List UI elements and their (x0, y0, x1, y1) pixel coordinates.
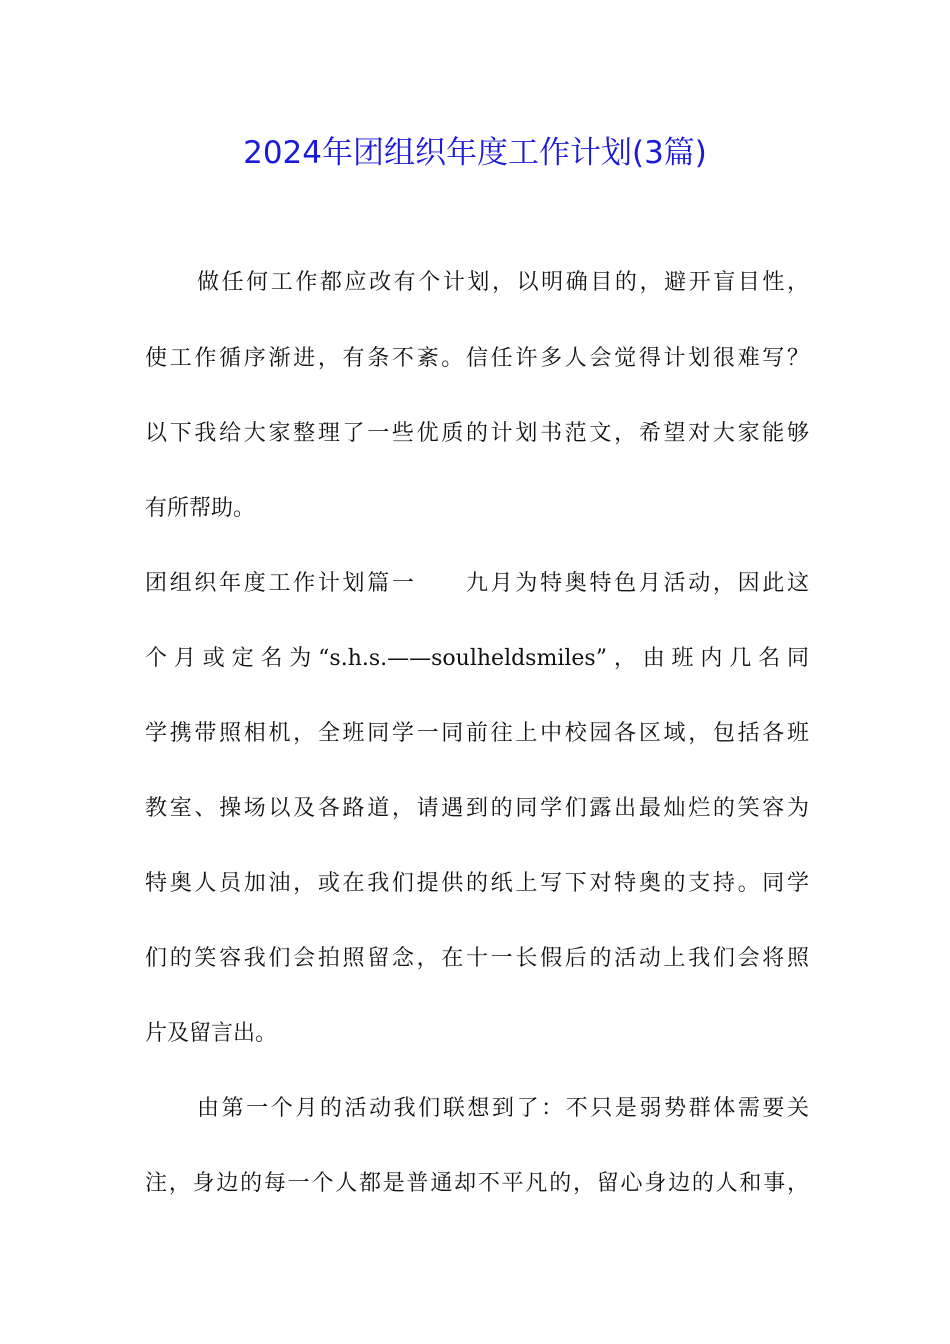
text-line-12: 由第一个月的活动我们联想到了：不只是弱势群体需要关 (197, 1096, 809, 1121)
text-line-5: 团组织年度工作计划篇一 九月为特奥特色月活动，因此这 (145, 571, 809, 596)
text-line-9: 特奥人员加油，或在我们提供的纸上写下对特奥的支持。同学 (145, 871, 809, 896)
document-title: 2024年团组织年度工作计划(3篇) (243, 135, 707, 171)
text-line-7: 学携带照相机，全班同学一同前往上中校园各区域，包括各班 (145, 721, 809, 746)
text-line-1: 做任何工作都应改有个计划，以明确目的，避开盲目性， (197, 270, 809, 295)
text-line-8: 教室、操场以及各路道，请遇到的同学们露出最灿烂的笑容为 (145, 796, 809, 821)
text-line-3: 以下我给大家整理了一些优质的计划书范文，希望对大家能够 (145, 421, 809, 446)
text-line-13: 注，身边的每一个人都是普通却不平凡的，留心身边的人和事， (145, 1171, 809, 1196)
text-line-6: 个月或定名为“s.h.s.——soulheldsmiles”，由班内几名同 (145, 646, 809, 671)
text-line-4: 有所帮助。 (145, 496, 256, 521)
text-line-2: 使工作循序渐进，有条不紊。信任许多人会觉得计划很难写？ (145, 346, 809, 371)
text-line-11: 片及留言出。 (145, 1021, 278, 1046)
text-line-10: 们的笑容我们会拍照留念，在十一长假后的活动上我们会将照 (145, 946, 809, 971)
